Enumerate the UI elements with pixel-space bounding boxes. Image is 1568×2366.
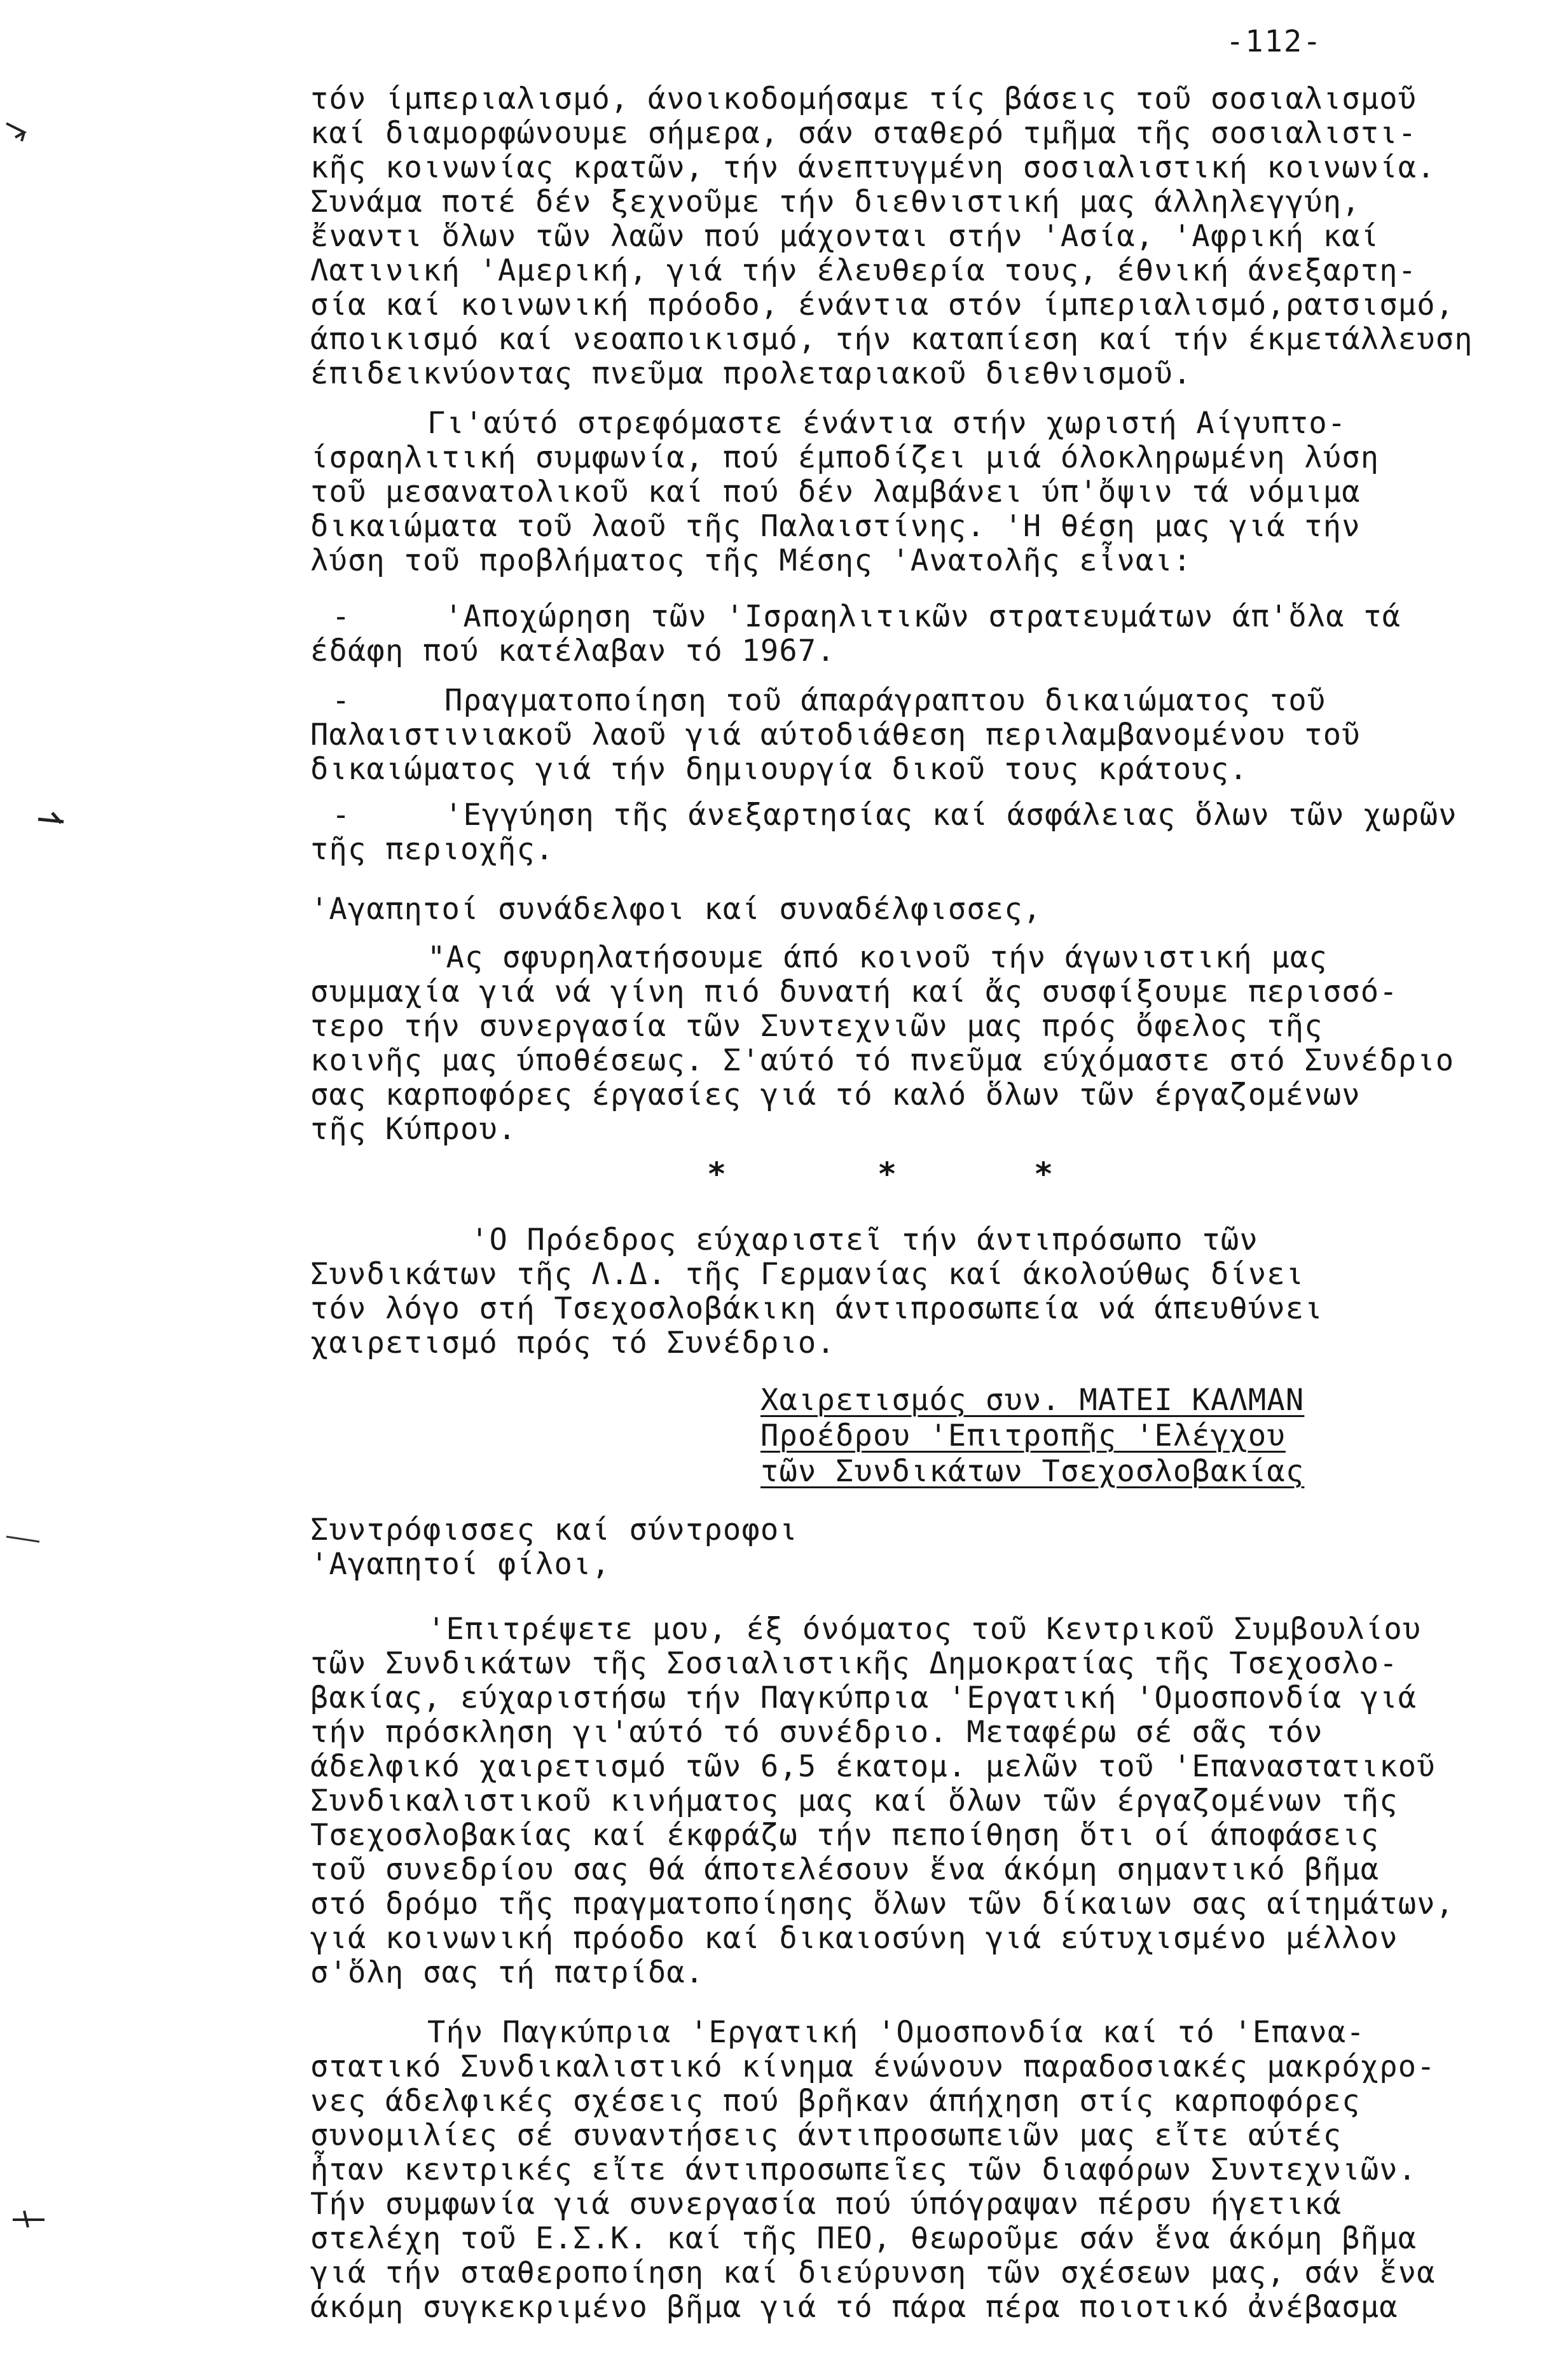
text-line: τόν λόγο στή Τσεχοσλοβάκικη άντιπροσωπεία νά άπευθύνει — [310, 1291, 1323, 1326]
text-line: καί διαμορφώνουμε σήμερα, σάν σταθερό τμῆμα τῆς σοσιαλιστι- — [310, 116, 1417, 151]
text-line: βακίας, εύχαριστήσω τήν Παγκύπρια 'Εργατική 'Ομοσπονδία γιά — [310, 1680, 1417, 1715]
text-line: ἦταν κεντρικές εἴτε άντιπροσωπεῖες τῶν διαφόρων Συντεχνιῶν. — [310, 2152, 1417, 2187]
salutation: 'Αγαπητοί φίλοι, — [310, 1547, 610, 1582]
text-line: ίσραηλιτική συμφωνία, πού έμποδίζει μιά όλοκληρωμένη λύση — [310, 440, 1380, 475]
text-line: Τήν Παγκύπρια 'Εργατική 'Ομοσπονδία καί τό 'Επανα- — [427, 2015, 1365, 2050]
text-line: τερο τήν συνεργασία τῶν Συντεχνιῶν μας πρός ὄφελος τῆς — [310, 1009, 1323, 1044]
text-line: "Ας σφυρηλατήσουμε άπό κοινοῦ τήν άγωνιστική μας — [427, 940, 1328, 975]
list-item-continuation: έδάφη πού κατέλαβαν τό 1967. — [310, 633, 836, 668]
text-line: άποικισμό καί νεοαποικισμό, τήν καταπίεση καί τήν έκμετάλλευση — [310, 322, 1473, 357]
separator-asterisk: * — [1034, 1156, 1054, 1193]
text-line: Τήν συμφωνία γιά συνεργασία πού ύπόγραψαν πέρσυ ήγετικά — [310, 2187, 1342, 2222]
salutation: Συντρόφισσες καί σύντροφοι — [310, 1512, 798, 1547]
text-line: στατικό Συνδικαλιστικό κίνημα ένώνουν παραδοσιακές μακρόχρο- — [310, 2049, 1436, 2084]
text-line: τόν ίμπεριαλισμό, άνοικοδομήσαμε τίς βάσεις τοῦ σοσιαλισμοῦ — [310, 81, 1417, 116]
text-line: κοινῆς μας ύποθέσεως. Σ'αύτό τό πνεῦμα εύχόμαστε στό Συνέδριο — [310, 1043, 1455, 1078]
text-line: Συνδικαλιστικοῦ κινήματος μας καί ὅλων τῶν έργαζομένων τῆς — [310, 1783, 1398, 1818]
separator-asterisk: * — [707, 1156, 727, 1193]
text-line: 'Επιτρέψετε μου, έξ όνόματος τοῦ Κεντρικοῦ Συμβουλίου — [427, 1612, 1422, 1647]
page-number: -112- — [1226, 24, 1323, 59]
text-line: τῶν Συνδικάτων τῆς Σοσιαλιστικῆς Δημοκρατίας τῆς Τσεχοσλο- — [310, 1646, 1398, 1681]
margin-mark-icon — [3, 118, 41, 144]
text-line: στό δρόμο τῆς πραγματοποίησης ὅλων τῶν δίκαιων σας αίτημάτων, — [310, 1886, 1455, 1921]
list-item-continuation: τῆς περιοχῆς. — [310, 832, 554, 867]
text-line: συνομιλίες σέ συναντήσεις άντιπροσωπειῶν μας εἴτε αύτές — [310, 2118, 1342, 2153]
list-item: - Πραγματοποίηση τοῦ άπαράγραπτου δικαιώματος τοῦ — [332, 683, 1326, 718]
text-line: τῆς Κύπρου. — [310, 1112, 517, 1147]
text-line: λύση τοῦ προβλήματος τῆς Μέσης 'Ανατολῆς εἶναι: — [310, 543, 1192, 578]
text-line: στελέχη τοῦ Ε.Σ.Κ. καί τῆς ΠΕΟ, θεωροῦμε σάν ἕνα άκόμη βῆμα — [310, 2221, 1417, 2256]
text-line: σας καρποφόρες έργασίες γιά τό καλό ὅλων τῶν έργαζομένων — [310, 1077, 1361, 1112]
list-item-continuation: δικαιώματος γιά τήν δημιουργία δικοῦ τους κράτους. — [310, 752, 1248, 787]
text-line: γιά τήν σταθεροποίηση καί διεύρυνση τῶν σχέσεων μας, σάν ἕνα — [310, 2255, 1436, 2290]
text-line: δικαιώματα τοῦ λαοῦ τῆς Παλαιστίνης. 'Η θέση μας γιά τήν — [310, 509, 1361, 544]
text-line: συμμαχία γιά νά γίνη πιό δυνατή καί ἄς συσφίξουμε περισσό- — [310, 974, 1398, 1009]
text-line: ἔναντι ὅλων τῶν λαῶν πού μάχονται στήν 'Ασία, 'Αφρική καί — [310, 219, 1380, 254]
list-item-continuation: Παλαιστινιακοῦ λαοῦ γιά αύτοδιάθεση περιλαμβανομένου τοῦ — [310, 717, 1361, 752]
text-line: άδελφικό χαιρετισμό τῶν 6,5 έκατομ. μελῶν τοῦ 'Επαναστατικοῦ — [310, 1749, 1436, 1784]
text-line: 'Ο Πρόεδρος εύχαριστεῖ τήν άντιπρόσωπο τῶν — [471, 1222, 1258, 1257]
text-line: τοῦ συνεδρίου σας θά άποτελέσουν ἕνα άκόμη σημαντικό βῆμα — [310, 1852, 1380, 1887]
text-line: νες άδελφικές σχέσεις πού βρῆκαν άπήχηση στίς καρποφόρες — [310, 2084, 1361, 2119]
speaker-heading-line: τῶν Συνδικάτων Τσεχοσλοβακίας — [760, 1454, 1305, 1489]
text-line: έπιδεικνύοντας πνεῦμα προλεταριακοῦ διεθνισμοῦ. — [310, 356, 1192, 391]
list-item: - 'Εγγύηση τῆς άνεξαρτησίας καί άσφάλειας ὅλων τῶν χωρῶν — [332, 798, 1457, 833]
margin-mark-icon — [33, 806, 71, 832]
text-line: χαιρετισμό πρός τό Συνέδριο. — [310, 1325, 836, 1360]
margin-mark-icon — [9, 2206, 47, 2231]
margin-mark-icon — [4, 1528, 42, 1553]
speaker-heading-line: Χαιρετισμός συν. ΜΑΤΕΙ ΚΑΛΜΑΝ — [760, 1383, 1305, 1418]
text-line: τήν πρόσκληση γι'αύτό τό συνέδριο. Μεταφέρω σέ σᾶς τόν — [310, 1715, 1323, 1750]
salutation: 'Αγαπητοί συνάδελφοι καί συναδέλφισσες, — [310, 892, 1042, 927]
text-line: Τσεχοσλοβακίας καί έκφράζω τήν πεποίθηση ὅτι οί άποφάσεις — [310, 1818, 1380, 1853]
separator-asterisk: * — [877, 1156, 897, 1193]
text-line: κῆς κοινωνίας κρατῶν, τήν άνεπτυγμένη σοσιαλιστική κοινωνία. — [310, 150, 1436, 185]
speaker-heading-line: Προέδρου 'Επιτροπῆς 'Ελέγχου — [760, 1418, 1286, 1453]
text-line: γιά κοινωνική πρόοδο καί δικαιοσύνη γιά εύτυχισμένο μέλλον — [310, 1921, 1398, 1956]
text-line: άκόμη συγκεκριμένο βῆμα γιά τό πάρα πέρα ποιοτικό ἀνέβασμα — [310, 2290, 1398, 2325]
text-line: Συνάμα ποτέ δέν ξεχνοῦμε τήν διεθνιστική μας άλληλεγγύη, — [310, 184, 1361, 219]
text-line: τοῦ μεσανατολικοῦ καί πού δέν λαμβάνει ύπ'ὄψιν τά νόμιμα — [310, 474, 1361, 509]
text-line: σία καί κοινωνική πρόοδο, ένάντια στόν ίμπεριαλισμό,ρατσισμό, — [310, 287, 1455, 322]
text-line: σ'ὅλη σας τή πατρίδα. — [310, 1955, 705, 1990]
list-item: - 'Αποχώρηση τῶν 'Ισραηλιτικῶν στρατευμάτων άπ'ὅλα τά — [332, 599, 1401, 634]
text-line: Συνδικάτων τῆς Λ.Δ. τῆς Γερμανίας καί άκολούθως δίνει — [310, 1257, 1305, 1292]
text-line: Λατινική 'Αμερική, γιά τήν έλευθερία τους, έθνική άνεξαρτη- — [310, 253, 1417, 288]
text-line: Γι'αύτό στρεφόμαστε ένάντια στήν χωριστή Αίγυπτο- — [427, 406, 1347, 441]
